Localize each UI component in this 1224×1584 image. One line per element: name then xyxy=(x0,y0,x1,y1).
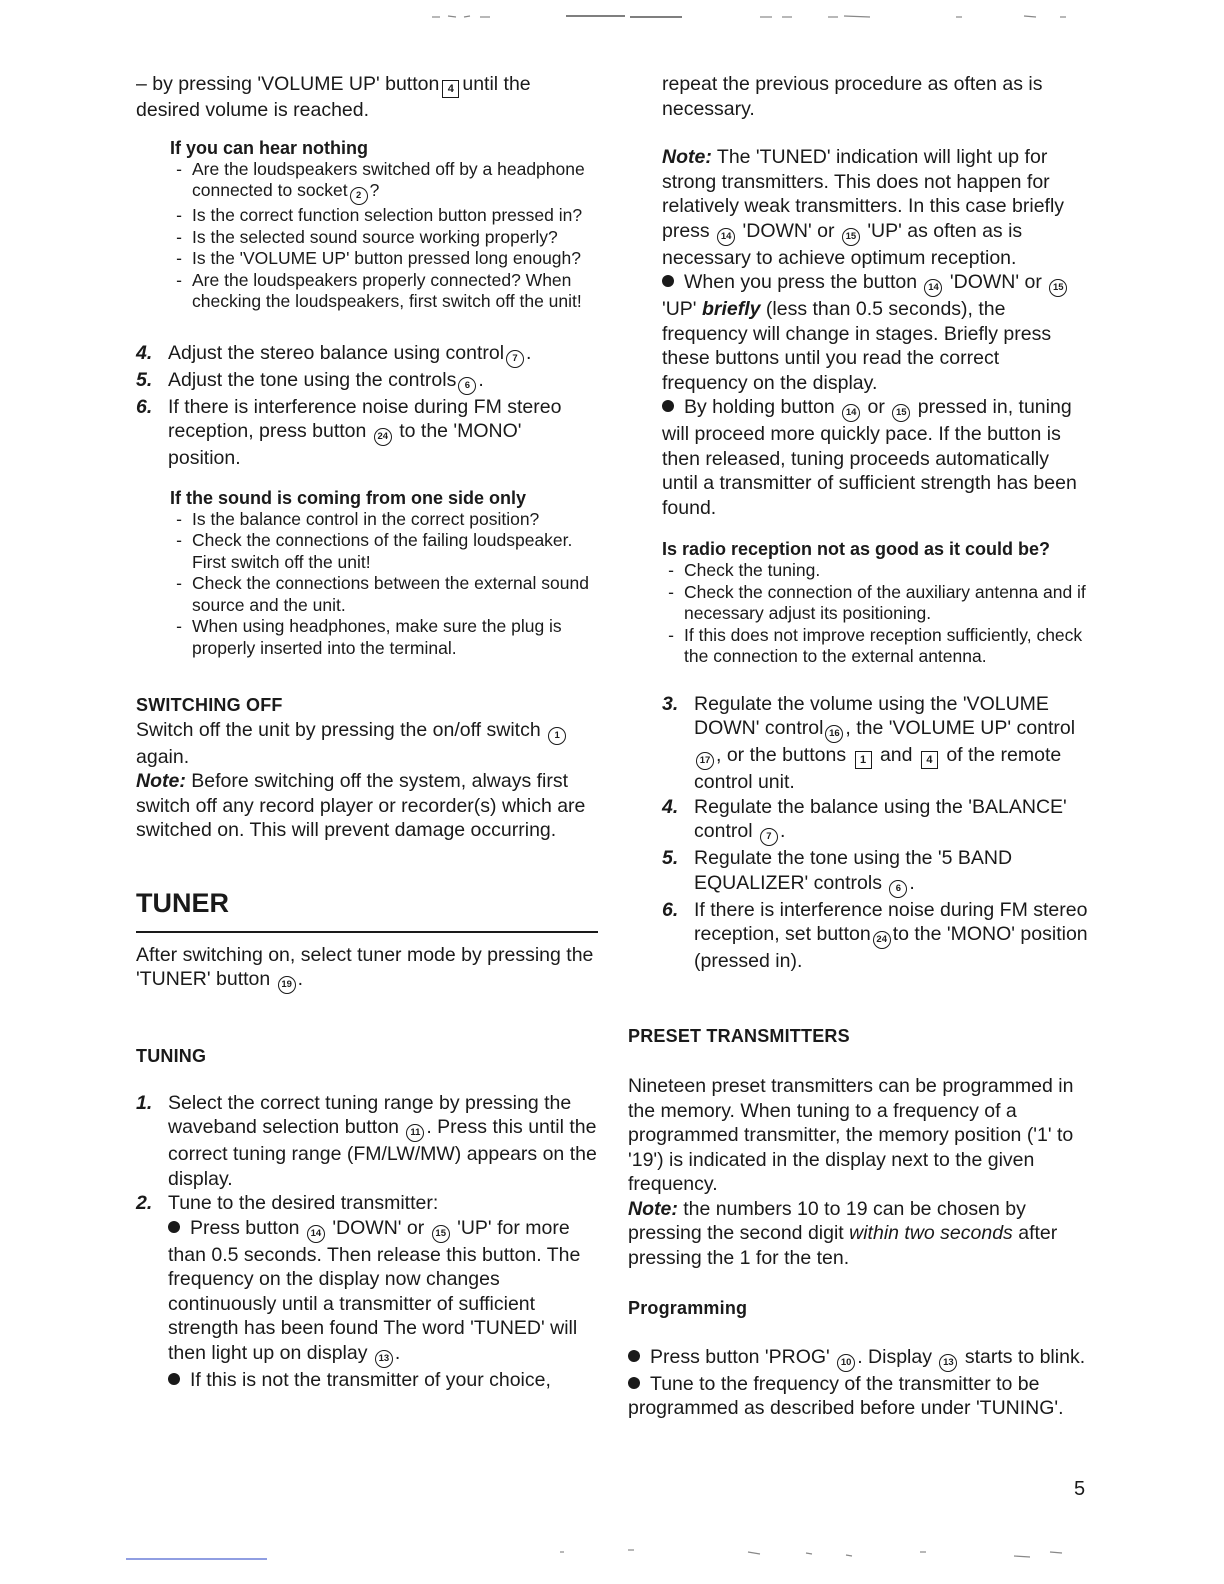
tuning-steps xyxy=(136,1091,598,1393)
left-column xyxy=(136,72,598,1392)
reception-heading: Is radio reception not as good as it could be? xyxy=(662,539,1051,559)
one-side-list xyxy=(170,509,598,660)
socket-2-marker: 2 xyxy=(350,187,368,205)
programming-section xyxy=(628,1296,1090,1421)
step-item: 6. If there is interference noise during FM stereo reception, press button 24 to the 'MONO' position. xyxy=(136,395,562,469)
scan-artifact-top xyxy=(420,12,1080,22)
list-item: - Is the balance control in the correct position? xyxy=(192,509,598,531)
tuner-section xyxy=(136,887,598,995)
control-7-marker: 7 xyxy=(760,828,778,846)
programming-bullet-1: Press button 'PROG' 10 . Display 13 starts to blink. xyxy=(628,1345,1090,1372)
regulate-steps xyxy=(662,692,1090,974)
bullet-dot xyxy=(168,1373,180,1385)
list-item: - Check the connections between the external sound source and the unit. xyxy=(192,573,598,616)
right-column xyxy=(628,72,1090,1421)
list-item: - Check the connection of the auxiliary antenna and if necessary adjust its positioning. xyxy=(684,582,1090,625)
switching-off-note: Note: Before switching off the system, always first switch off any record player or recorder(s) which are switched on. This will prevent damage occurring. xyxy=(136,770,586,841)
continuation-text: repeat the previous procedure as often as is necessary. xyxy=(662,73,1043,120)
tuner-title-rule xyxy=(136,931,598,933)
up-button-15-marker: 15 xyxy=(892,404,910,422)
hear-nothing-heading: If you can hear nothing xyxy=(170,137,369,158)
volume-up-line: – by pressing 'VOLUME UP' button 4 until the desired volume is reached. xyxy=(136,73,531,121)
list-item: - When using headphones, make sure the plug is properly inserted into the terminal. xyxy=(192,616,598,659)
list-item: - Is the 'VOLUME UP' button pressed long enough? xyxy=(192,248,598,270)
bullet-dot xyxy=(168,1221,180,1233)
step-item: 5. Regulate the tone using the '5 BAND EQUALIZER' controls 6 . xyxy=(694,846,1090,898)
step-item: 5. Adjust the tone using the controls 6 . xyxy=(168,368,598,395)
switching-off-section xyxy=(136,693,598,843)
list-item: - Check the connections of the failing loudspeaker. First switch off the unit! xyxy=(192,530,598,573)
button-24-marker: 24 xyxy=(873,931,891,949)
list-item: - If this does not improve reception sufficiently, check the connection to the external antenna. xyxy=(684,625,1090,668)
tuner-title: TUNER xyxy=(136,887,229,918)
down-button-14-marker: 14 xyxy=(924,279,942,297)
control-6-marker: 6 xyxy=(458,377,476,395)
preset-section xyxy=(628,1024,1090,1271)
bullet-dot xyxy=(662,275,674,287)
reception-section xyxy=(628,538,1090,668)
tuner-button-19-marker: 19 xyxy=(278,976,296,994)
step-item: 6. If there is interference noise during FM stereo reception, set button 24 to the 'MONO' position (pressed in). xyxy=(662,898,1088,972)
remote-key-4: 4 xyxy=(921,751,938,769)
tuning-bullet-2: If this is not the transmitter of your choice, xyxy=(168,1368,598,1393)
tuner-intro: After switching on, select tuner mode by pressing the 'TUNER' button 19 . xyxy=(136,943,598,995)
down-button-14-marker: 14 xyxy=(717,228,735,246)
tuning-heading: TUNING xyxy=(136,1046,207,1066)
list-item: - Is the correct function selection button pressed in? xyxy=(192,205,598,227)
volume-up-17-marker: 17 xyxy=(696,752,714,770)
button-24-marker: 24 xyxy=(374,428,392,446)
list-item: - Are the loudspeakers switched off by a headphone connected to socket 2 ? xyxy=(192,159,598,206)
preset-heading: PRESET TRANSMITTERS xyxy=(628,1025,850,1046)
bullet-dot xyxy=(662,400,674,412)
prog-button-10-marker: 10 xyxy=(837,1354,855,1372)
list-item: - Is the selected sound source working properly? xyxy=(192,227,598,249)
programming-heading: Programming xyxy=(628,1298,748,1318)
remote-key-4: 4 xyxy=(442,80,459,98)
list-item: - Check the tuning. xyxy=(684,560,1090,582)
scan-artifact-bottom xyxy=(0,1544,1224,1584)
volume-down-16-marker: 16 xyxy=(825,725,843,743)
tuned-note: Note: The 'TUNED' indication will light up for strong transmitters. This does not happen for relatively weak transmitters. In this case briefly press 14 'DOWN' or 15 'UP' as often as is necessary to achieve optimum reception. xyxy=(662,146,1065,269)
control-6-marker: 6 xyxy=(889,880,907,898)
step-item: 4. Adjust the stereo balance using control 7 . xyxy=(168,341,598,368)
page-number: 5 xyxy=(1074,1478,1086,1500)
reception-list xyxy=(662,560,1090,668)
list-item: - Are the loudspeakers properly connected? When checking the loudspeakers, first switch off the unit! xyxy=(192,270,598,313)
tuned-note-block xyxy=(628,145,1090,520)
brief-press-bullet: When you press the button 14 'DOWN' or 15 'UP' briefly (less than 0.5 seconds), the frequency will change in stages. Briefly press these buttons until you read the correct frequency on the display. xyxy=(662,270,1090,395)
steps-4-6 xyxy=(136,341,598,471)
waveband-button-11-marker: 11 xyxy=(406,1124,424,1142)
step-item: 4. Regulate the balance using the 'BALANCE' control 7 . xyxy=(694,795,1090,847)
down-button-14-marker: 14 xyxy=(842,404,860,422)
programming-bullet-2: Tune to the frequency of the transmitter to be programmed as described before under 'TUNING'. xyxy=(628,1372,1064,1419)
one-side-section xyxy=(170,487,598,660)
switching-off-heading: SWITCHING OFF xyxy=(136,695,283,715)
control-7-marker: 7 xyxy=(506,350,524,368)
switch-1-marker: 1 xyxy=(548,727,566,745)
one-side-heading: If the sound is coming from one side only xyxy=(170,487,527,508)
step-item: 3. Regulate the volume using the 'VOLUME DOWN' control 16 , the 'VOLUME UP' control17 , or the buttons 1 and 4 of the remote control unit. xyxy=(662,692,1076,793)
tuning-section xyxy=(136,1044,598,1392)
down-button-14-marker: 14 xyxy=(307,1225,325,1243)
bullet-dot xyxy=(628,1377,640,1389)
up-button-15-marker: 15 xyxy=(432,1225,450,1243)
hold-button-bullet: By holding button 14 or 15 pressed in, tuning will proceed more quickly pace. If the button is then released, tuning proceeds automatically until a transmitter of sufficient strength has been found. xyxy=(662,396,1077,519)
preset-text: Nineteen preset transmitters can be programmed in the memory. When tuning to a frequency of a programmed transmitter, the memory position ('1' to '19') is indicated in the display next to the given frequency. xyxy=(628,1075,1074,1195)
up-button-15-marker: 15 xyxy=(842,228,860,246)
switching-off-text: Switch off the unit by pressing the on/off switch 1 again. xyxy=(136,718,598,770)
hear-nothing-section xyxy=(170,137,598,313)
preset-note: Note: the numbers 10 to 19 can be chosen by pressing the second digit within two seconds after pressing the 1 for the ten. xyxy=(628,1197,1058,1269)
display-13-marker: 13 xyxy=(375,1350,393,1368)
step-item: 2. Tune to the desired transmitter: Press button 14 'DOWN' or 15 'UP' for more than 0.5 seconds. Then release this button. The frequency on the display now changes continuously until a transmitter of sufficient strength has been found The word 'TUNED' will then light up on display 13 . If this is not the transmitter of your choice, xyxy=(168,1191,598,1392)
step-item: 1. Select the correct tuning range by pressing the waveband selection button 11 . Press this until the correct tuning range (FM/LW/MW) appears on the display. xyxy=(136,1091,597,1190)
remote-key-1: 1 xyxy=(855,751,872,769)
display-13-marker: 13 xyxy=(939,1354,957,1372)
hear-nothing-list xyxy=(170,159,598,313)
bullet-dot xyxy=(628,1350,640,1362)
tuning-bullet-1: Press button 14 'DOWN' or 15 'UP' for more than 0.5 seconds. Then release this button. The frequency on the display now changes continuously until a transmitter of sufficient strength has been found The word 'TUNED' will then light up on display 13 . xyxy=(168,1216,598,1368)
up-button-15-marker: 15 xyxy=(1049,279,1067,297)
